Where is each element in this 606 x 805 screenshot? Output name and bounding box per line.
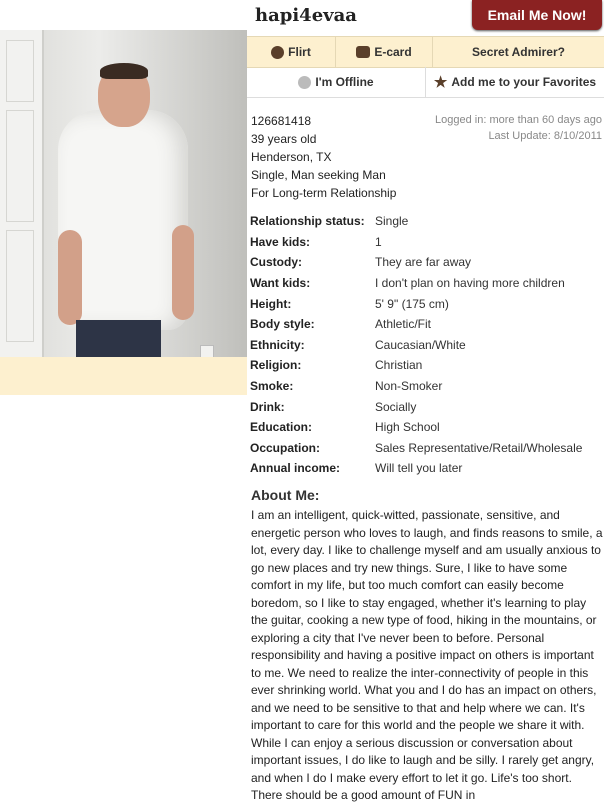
detail-key: Have kids: [250,234,311,249]
detail-row [250,232,602,253]
detail-key: Smoke: [250,379,294,394]
detail-value: Socially [375,399,417,414]
add-favorites-button[interactable] [426,67,604,97]
flirt-icon [271,46,284,59]
detail-value: Single [375,214,409,229]
offline-icon [298,76,311,89]
detail-row [250,438,602,459]
logged-in-status: Logged in: more than 60 days ago [435,114,602,126]
detail-value: 5' 9" (175 cm) [375,296,449,311]
detail-value: I don't plan on having more children [375,276,565,291]
detail-value: High School [375,420,440,435]
about-me-text: I am an intelligent, quick-witted, passionate, sensitive, and energetic person who loves to laugh, and finds reasons to smile, a lot, every day. I like to challenge myself and am usually anxious to go new places and try new things. Sure, I like to have some comfort in my life, but too much comfort can easily become boredom, so I like to stay engaged, whether it's learning to play the guitar, cooking a new type of food, hiking in the mountains, or exploring a city that I've never been to before. Personal responsibility and having a positive impact on others is important to me. We need to realize the inter-connectivity of people in this ever shrinking world. What you and I do has an impact on others, and we need to be sensitive to that and help where we can. It's important to care for this world and the people we share it with. While I can enjoy a serious discussion or conversation about important issues, I do like to laugh and be silly. I rarely get angry, and when I do I make every effort to let it go. Life's too short. There should be a good amount of FUN in [251,508,603,802]
ecard-icon [356,46,370,58]
star-add-icon: ★ [433,74,448,91]
ecard-button[interactable] [336,37,433,67]
profile-id: 126681418 [251,114,312,128]
action-bar-primary [247,36,604,68]
online-status-label: I'm Offline [315,75,374,89]
photo-column [0,0,247,800]
secret-admirer-label: Secret Admirer? [472,45,565,59]
profile-panel [247,0,606,800]
detail-row [250,252,602,273]
detail-key: Religion: [250,358,302,373]
detail-key: Height: [250,296,292,311]
add-favorites-label: Add me to your Favorites [451,75,597,89]
detail-row [250,335,602,356]
ecard-label: E-card [374,45,412,59]
about-me-heading: About Me: [251,487,320,503]
profile-location: Henderson, TX [251,150,332,164]
flirt-label: Flirt [288,45,311,59]
detail-key: Body style: [250,317,315,332]
detail-value: Will tell you later [375,461,463,476]
profile-purpose: For Long-term Relationship [251,186,397,200]
last-update: Last Update: 8/10/2011 [488,130,602,142]
detail-value: Athletic/Fit [375,317,432,332]
detail-key: Drink: [250,399,285,414]
profile-header [247,0,606,36]
profile-seeking: Single, Man seeking Man [251,168,386,182]
detail-row [250,376,602,397]
detail-row [250,293,602,314]
detail-row [250,211,602,232]
detail-key: Want kids: [250,276,311,291]
activity-meta [435,112,602,144]
profile-photo[interactable] [0,30,247,357]
detail-key: Ethnicity: [250,337,305,352]
detail-row [250,417,602,438]
online-status [247,67,426,97]
detail-row [250,273,602,294]
detail-value: Non-Smoker [375,379,443,394]
detail-value: Caucasian/White [375,337,466,352]
detail-value: They are far away [375,255,472,270]
detail-value: 1 [375,234,382,249]
detail-row [250,355,602,376]
detail-value: Christian [375,358,423,373]
detail-key: Occupation: [250,440,321,455]
photo-door [0,30,44,357]
detail-key: Education: [250,420,312,435]
detail-value: Sales Representative/Retail/Wholesale [375,440,583,455]
detail-key: Custody: [250,255,302,270]
detail-row [250,314,602,335]
profile-age: 39 years old [251,132,317,146]
action-bar-secondary [247,67,604,98]
detail-row [250,458,602,479]
detail-key: Annual income: [250,461,341,476]
details-table [250,211,602,479]
photo-caption-bar [0,357,247,395]
detail-key: Relationship status: [250,214,365,229]
flirt-button[interactable] [247,37,336,67]
username: hapi4evaa [255,5,357,26]
email-button[interactable]: Email Me Now! [472,0,602,30]
detail-row [250,396,602,417]
secret-admirer-button[interactable] [433,37,604,67]
